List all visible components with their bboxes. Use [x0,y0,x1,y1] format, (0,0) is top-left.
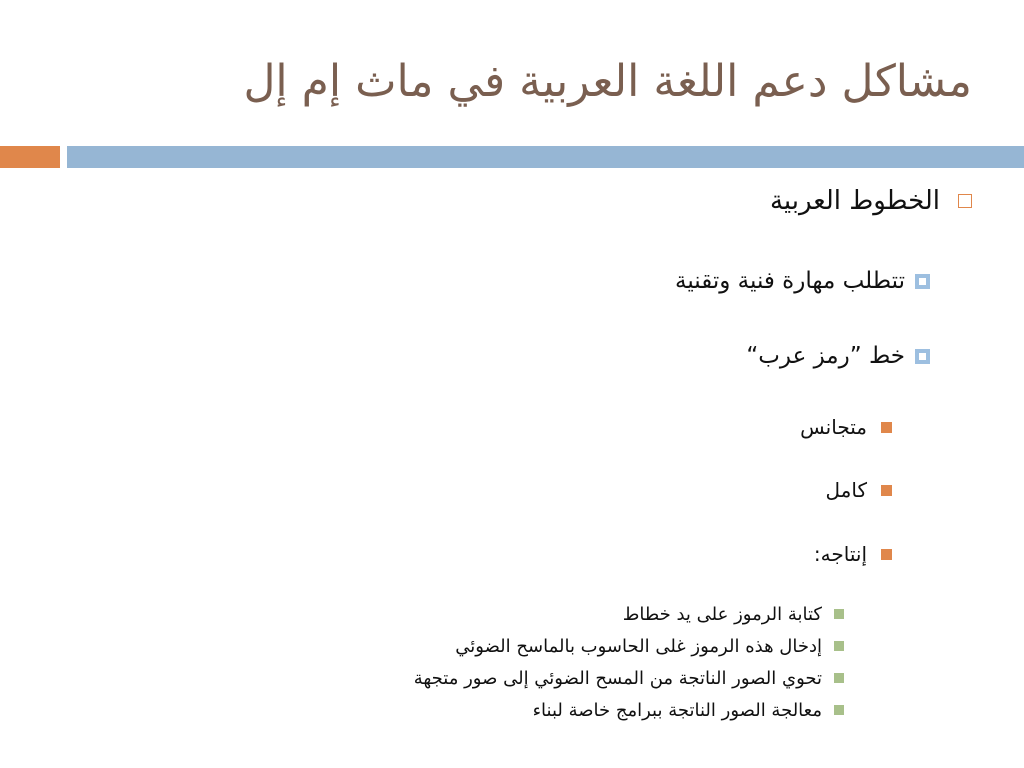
bullet-text: تتطلب مهارة فنية وتقنية [675,268,905,294]
bullet-text: معالجة الصور الناتجة ببرامج خاصة لبناء [532,699,822,721]
bullet-item-level1 [770,181,972,221]
bullet-text: الخطوط العربية [769,186,940,216]
small-square-bullet-icon [834,641,844,651]
bullet-item-level4 [533,696,844,724]
bullet-text: إدخال هذه الرموز غلى الحاسوب بالماسح الضوئي [455,635,822,657]
bullet-item-level3 [814,538,892,570]
bullet-item-level4 [623,600,844,628]
bullet-text: تحوي الصور الناتجة من المسح الضوئي إلى صور متجهة [413,667,822,689]
bullet-text: كامل [825,478,867,502]
slide-title: مشاكل دعم اللغة العربية في ماث إم إل [243,56,972,107]
bullet-text: خط ”رمز عرب“ [746,343,905,369]
filled-square-bullet-icon [881,485,892,496]
bullet-item-level4 [414,664,844,692]
filled-square-bullet-icon [881,549,892,560]
small-square-bullet-icon [834,609,844,619]
filled-square-bullet-icon [881,422,892,433]
small-square-bullet-icon [834,673,844,683]
framed-square-bullet-icon [915,274,930,289]
bullet-item-level3 [800,411,892,443]
bullet-text: متجانس [800,415,867,439]
framed-square-bullet-icon [915,349,930,364]
bullet-text: كتابة الرموز على يد خطاط [622,603,822,625]
bullet-item-level2 [746,338,930,374]
bullet-text: إنتاجه: [813,542,867,566]
bullet-item-level4 [455,632,844,660]
bullet-item-level3 [826,474,892,506]
hollow-square-bullet-icon [958,194,972,208]
title-accent-bar-blue [67,146,1024,168]
bullet-item-level2 [675,263,930,299]
small-square-bullet-icon [834,705,844,715]
title-accent-bar-orange [0,146,60,168]
